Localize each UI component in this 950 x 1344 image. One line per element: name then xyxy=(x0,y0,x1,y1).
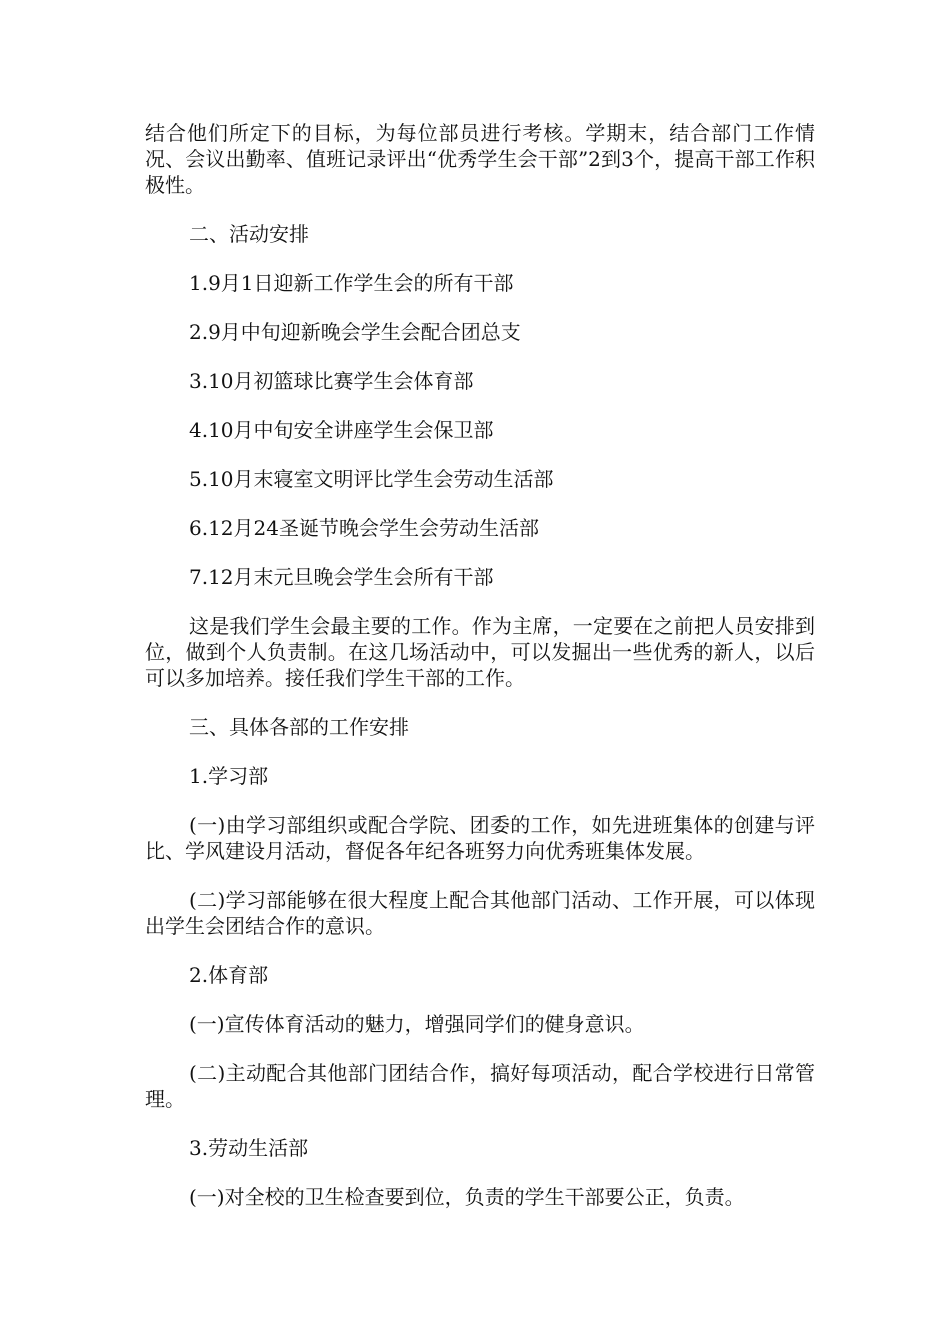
activity-item-5: 5.10月末寝室文明评比学生会劳动生活部 xyxy=(189,467,554,491)
labor-point-1: (一)对全校的卫生检查要到位，负责的学生干部要公正，负责。 xyxy=(189,1185,745,1209)
department-heading-study: 1.学习部 xyxy=(189,764,269,788)
document-page xyxy=(145,120,815,1233)
department-heading-sports: 2.体育部 xyxy=(189,963,269,987)
study-point-1: (一)由学习部组织或配合学院、团委的工作，如先进班集体的创建与评比、学风建设月活动，督促各年纪各班努力向优秀班集体发展。 xyxy=(145,813,815,863)
activity-item-1: 1.9月1日迎新工作学生会的所有干部 xyxy=(189,271,514,295)
study-point-2: (二)学习部能够在很大程度上配合其他部门活动、工作开展，可以体现出学生会团结合作的意识。 xyxy=(145,888,815,938)
activity-item-3: 3.10月初篮球比赛学生会体育部 xyxy=(189,369,474,393)
activity-item-2: 2.9月中旬迎新晚会学生会配合团总支 xyxy=(189,320,521,344)
activity-item-4: 4.10月中旬安全讲座学生会保卫部 xyxy=(189,418,494,442)
activity-item-6: 6.12月24圣诞节晚会学生会劳动生活部 xyxy=(189,516,539,540)
paragraph-intro: 结合他们所定下的目标，为每位部员进行考核。学期末，结合部门工作情况、会议出勤率、值班记录评出“优秀学生会干部”2到3个，提高干部工作积极性。 xyxy=(145,121,815,197)
section-heading-activities: 二、活动安排 xyxy=(189,222,309,246)
department-heading-labor: 3.劳动生活部 xyxy=(189,1136,309,1160)
activity-item-7: 7.12月末元旦晚会学生会所有干部 xyxy=(189,565,494,589)
sports-point-1: (一)宣传体育活动的魅力，增强同学们的健身意识。 xyxy=(189,1012,645,1036)
paragraph-summary: 这是我们学生会最主要的工作。作为主席，一定要在之前把人员安排到位，做到个人负责制。在这几场活动中，可以发掘出一些优秀的新人，以后可以多加培养。接任我们学生干部的工作。 xyxy=(145,614,815,690)
sports-point-2: (二)主动配合其他部门团结合作，搞好每项活动，配合学校进行日常管理。 xyxy=(145,1061,815,1111)
section-heading-departments: 三、具体各部的工作安排 xyxy=(189,715,409,739)
